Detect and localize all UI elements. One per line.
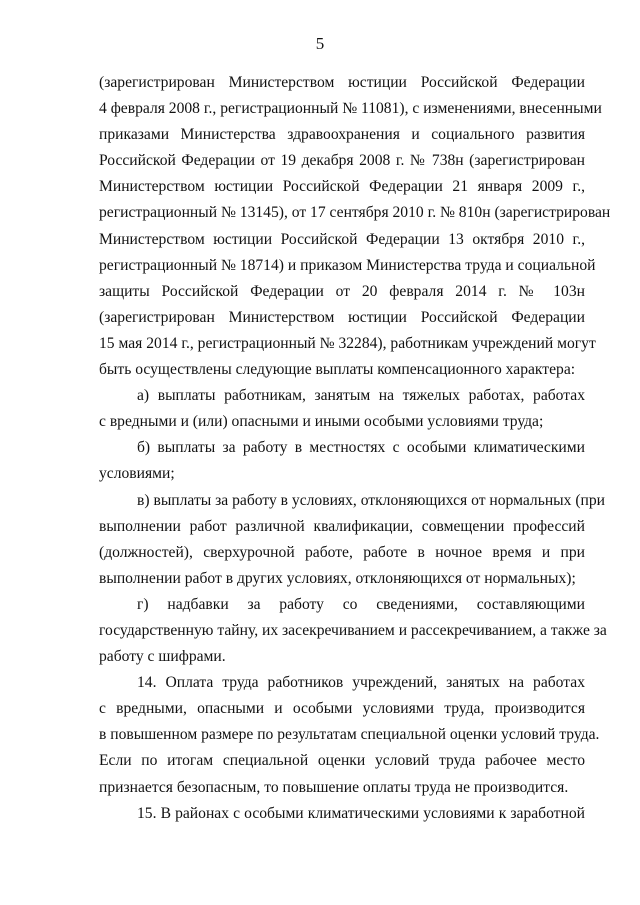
- text-line: Министерством юстиции Российской Федерации 13 октября 2010 г.,: [99, 230, 585, 248]
- text-line: (зарегистрирован Министерством юстиции Российской Федерации: [99, 74, 585, 91]
- text-line: работу с шифрами.: [99, 648, 226, 666]
- text-line: 4 февраля 2008 г., регистрационный № 11081), с изменениями, внесенными: [99, 100, 602, 118]
- text-line: условиями;: [99, 465, 175, 483]
- text-line: Российской Федерации от 19 декабря 2008 г. № 738н (зарегистрирован: [99, 152, 585, 170]
- text-line: в повышенном размере по результатам специальной оценки условий труда.: [99, 726, 600, 744]
- text-line: (зарегистрирован Министерством юстиции Российской Федерации: [99, 308, 585, 326]
- text-line: быть осуществлены следующие выплаты компенсационного характера:: [99, 361, 576, 379]
- text-line: Если по итогам специальной оценки условий труда рабочее место: [99, 752, 585, 770]
- text-line: с вредными и (или) опасными и иными особыми условиями труда;: [99, 413, 544, 431]
- text-line: государственную тайну, их засекречиванием и рассекречиванием, а также за: [99, 621, 607, 639]
- text-line: а) выплаты работникам, занятым на тяжелых работах, работах: [137, 387, 585, 405]
- text-line: 14. Оплата труда работников учреждений, занятых на работах: [137, 674, 585, 692]
- text-line: г) надбавки за работу со сведениями, составляющими: [137, 595, 585, 613]
- text-line: в) выплаты за работу в условиях, отклоняющихся от нормальных (при: [137, 491, 606, 509]
- text-line: с вредными, опасными и особыми условиями труда, производится: [99, 700, 585, 718]
- text-line: выполнении работ в других условиях, отклоняющихся от нормальных);: [99, 569, 576, 587]
- document-body: [99, 70, 611, 827]
- text-line: регистрационный № 13145), от 17 сентября 2010 г. № 810н (зарегистрирован: [99, 204, 611, 222]
- text-line: признается безопасным, то повышение оплаты труда не производится.: [99, 778, 569, 796]
- text-line: приказами Министерства здравоохранения и социального развития: [99, 126, 585, 144]
- text-line: 15 мая 2014 г., регистрационный № 32284), работникам учреждений могут: [99, 334, 596, 352]
- text-line: защиты Российской Федерации от 20 февраля 2014 г. № 103н: [99, 282, 585, 300]
- text-line: 15. В районах с особыми климатическими условиями к заработной: [137, 804, 585, 822]
- text-line: (должностей), сверхурочной работе, работе в ночное время и при: [99, 543, 585, 561]
- text-line: б) выплаты за работу в местностях с особыми климатическими: [137, 439, 585, 457]
- text-line: Министерством юстиции Российской Федерации 21 января 2009 г.,: [99, 178, 585, 196]
- text-line: регистрационный № 18714) и приказом Министерства труда и социальной: [99, 256, 596, 274]
- text-line: выполнении работ различной квалификации, совмещении профессий: [99, 517, 585, 535]
- page-number: 5: [315, 34, 325, 53]
